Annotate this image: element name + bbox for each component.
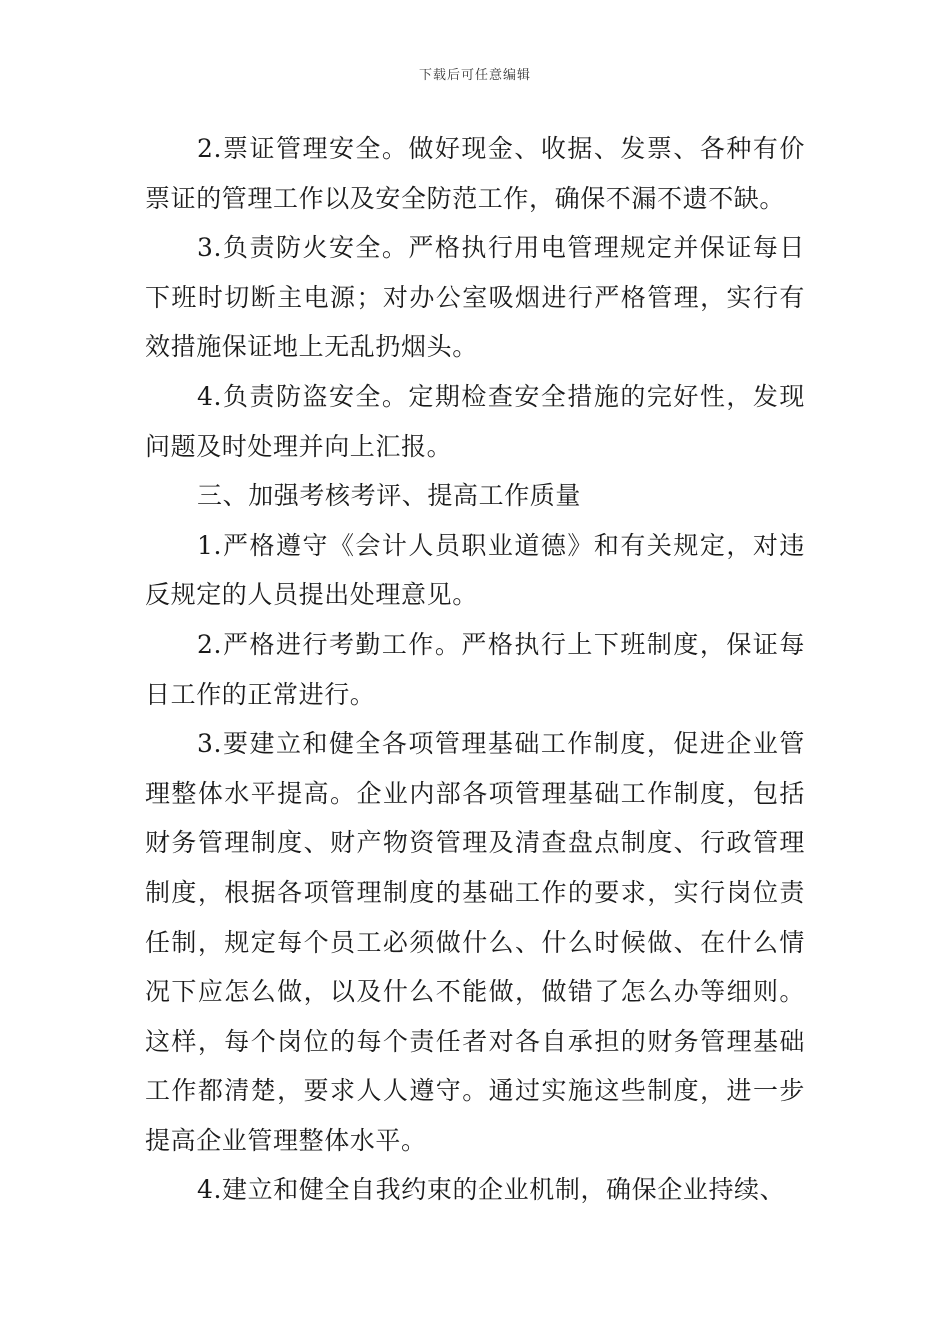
paragraph-ethics-compliance: 1.严格遵守《会计人员职业道德》和有关规定，对违反规定的人员提出处理意见。 [145, 530, 805, 610]
paragraph-ticket-security: 2.票证管理安全。做好现金、收据、发票、各种有价票证的管理工作以及安全防范工作，确保不漏不遗不缺。 [145, 134, 805, 213]
paragraph-fire-safety: 3.负责防火安全。严格执行用电管理规定并保证每日下班时切断主电源；对办公室吸烟进行严格管理，实行有效措施保证地上无乱扔烟头。 [145, 233, 805, 362]
paragraph-self-discipline: 4.建立和健全自我约束的企业机制，确保企业持续、 [197, 1175, 786, 1205]
paragraph-attendance: 2.严格进行考勤工作。严格执行上下班制度，保证每日工作的正常进行。 [145, 629, 805, 709]
document-body [145, 124, 805, 1215]
paragraph-theft-prevention: 4.负责防盗安全。定期检查安全措施的完好性，发现问题及时处理并向上汇报。 [145, 381, 805, 461]
section-heading-assessment: 三、加强考核考评、提高工作质量 [197, 481, 582, 511]
paragraph-management-system: 3.要建立和健全各项管理基础工作制度，促进企业管理整体水平提高。企业内部各项管理基础工作制度，包括财务管理制度、财产物资管理及清查盘点制度、行政管理制度，根据各项管理制度的基础工作的要求，实行岗位责任制，规定每个员工必须做什么、什么时候做、在什么情况下应怎么做，以及什么不能做，做错了怎么办等细则。这样，每个岗位的每个责任者对各自承担的财务管理基础工作都清楚，要求人人遵守。通过实施这些制度，进一步提高企业管理整体水平。 [145, 729, 805, 1155]
page-header: 下载后可任意编辑 [418, 68, 531, 83]
